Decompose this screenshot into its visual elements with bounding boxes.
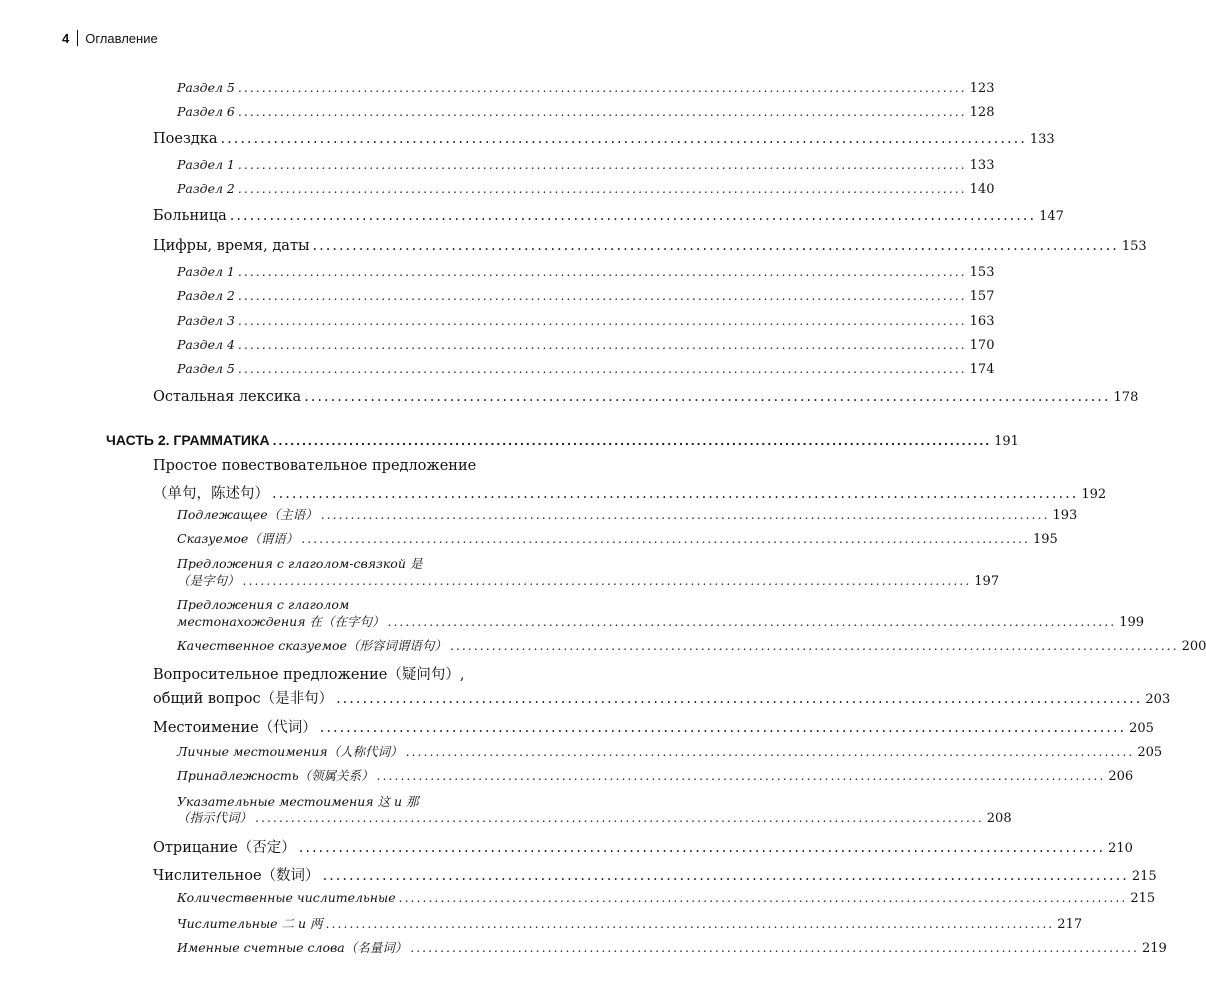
toc-entry[interactable] [0,766,1134,784]
toc-leader: .......................................................................................................................... [237,104,967,119]
toc-entry-page: 157 [969,289,995,304]
toc-entry[interactable] [0,836,1133,857]
toc-entry[interactable] [0,914,1083,932]
toc-entry[interactable] [0,742,1163,760]
toc-entry-label: Числительные 二 и 两 [177,916,323,931]
toc-leader: .......................................................................................................................... [298,840,1106,856]
toc-leader: .......................................................................................................................... [229,208,1037,224]
toc-entry-label: Раздел 2 [177,181,235,196]
toc-leader: .......................................................................................................................... [376,768,1106,783]
toc-entry[interactable] [0,864,1157,885]
toc-leader: .......................................................................................................................... [220,131,1027,147]
toc-entry[interactable] [0,181,995,197]
toc-leader: .......................................................................................................................... [304,389,1111,405]
toc-entry-page: 197 [974,574,1000,589]
toc-entry[interactable] [0,157,995,173]
toc-leader: .......................................................................................................................... [410,940,1139,955]
toc-entry-label: Именные счетные слова（名量词） [177,940,408,955]
toc-leader: .......................................................................................................................... [237,80,967,95]
toc-entry-page: 200 [1181,639,1206,654]
toc-leader: .......................................................................................................................... [237,313,967,328]
toc-leader: .......................................................................................................................... [320,507,1050,522]
toc-entry-first-line[interactable]: Предложения с глаголом [177,597,350,612]
toc-entry-first-line[interactable]: Вопросительное предложение（疑问句）, [153,667,465,683]
toc-entry-label: местонахождения 在（在字句） [177,614,385,629]
toc-entry-label: （指示代词） [177,810,253,825]
toc-entry-first-line[interactable]: Указательные местоимения 这 и 那 [177,794,419,809]
toc-entry-label: Количественные числительные [177,890,396,905]
toc-entry[interactable] [0,890,1156,906]
toc-leader: .......................................................................................................................... [312,238,1119,254]
toc-leader: .......................................................................................................................... [237,288,967,303]
toc-entry-page: 163 [969,314,995,329]
toc-leader: .......................................................................................................................... [449,638,1179,653]
toc-entry[interactable] [0,288,995,304]
toc-entry-label: Поездка [153,131,218,147]
toc-entry-label: Раздел 1 [177,264,235,279]
toc-entry-label: Остальная лексика [153,389,302,405]
page-header [62,30,158,46]
toc-leader: .......................................................................................................................... [325,916,1055,931]
toc-entry[interactable] [0,687,1171,708]
toc-leader: .......................................................................................................................... [336,691,1143,707]
toc-entry-page: 210 [1108,841,1133,856]
toc-entry[interactable] [0,808,1012,826]
toc-entry-label: Раздел 3 [177,313,235,328]
toc-entry-page: 178 [1113,390,1139,405]
toc-entry-page: 205 [1129,721,1154,736]
toc-leader: .......................................................................................................................... [319,720,1127,736]
toc-leader: .......................................................................................................................... [242,573,972,588]
toc-entry-label: Раздел 2 [177,288,235,303]
toc-leader: .......................................................................................................................... [237,337,967,352]
toc-entry-page: 193 [1052,508,1078,523]
toc-leader: .......................................................................................................................... [272,432,992,448]
toc-entry[interactable] [0,716,1154,737]
toc-leader: .......................................................................................................................... [237,181,967,196]
toc-entry[interactable] [0,389,1139,405]
toc-entry-page: 123 [969,81,995,96]
toc-entry-label: ЧАСТЬ 2. ГРАММАТИКА [106,432,270,448]
toc-entry-page: 147 [1039,209,1064,224]
toc-entry[interactable] [0,571,1000,589]
toc-leader: .......................................................................................................................... [301,531,1030,546]
toc-entry-label: Отрицание（否定） [153,840,296,856]
toc-entry-page: 192 [1081,487,1107,502]
toc-entry-page: 133 [1029,132,1055,147]
toc-entry-label: Местоимение（代词） [153,720,317,736]
toc-entry-first-line[interactable]: Предложения с глаголом-связкой 是 [177,556,423,571]
toc-entry-label: Раздел 5 [177,80,235,95]
toc-entry-label: Раздел 4 [177,337,235,352]
toc-entry-page: 153 [1121,239,1147,254]
toc-entry-label: Подлежащее（主语） [177,507,318,522]
toc-entry-page: 215 [1131,869,1157,884]
toc-entry-page: 140 [969,182,995,197]
toc-entry-label: Цифры, время, даты [153,238,310,254]
toc-entry[interactable] [0,313,995,329]
page-number: 4 [62,30,70,46]
header-divider [77,30,78,46]
header-title: Оглавление [85,30,158,46]
toc-entry-page: 203 [1145,692,1171,707]
toc-part-heading[interactable] [0,432,1019,449]
toc-leader: .......................................................................................................................... [387,614,1117,629]
toc-entry-label: Сказуемое（谓语） [177,531,299,546]
toc-entry[interactable] [0,104,995,120]
toc-entry[interactable] [0,529,1058,547]
toc-entry-page: 205 [1137,745,1163,760]
toc-entry-page: 206 [1108,769,1134,784]
toc-entry-page: 191 [994,434,1019,449]
toc-entry[interactable] [0,505,1078,523]
toc-leader: .......................................................................................................................... [237,157,967,172]
toc-entry-page: 208 [986,811,1012,826]
toc-entry[interactable] [0,238,1147,254]
toc-entry-label: общий вопрос（是非句） [153,691,334,707]
toc-entry-label: Больница [153,208,227,224]
toc-entry[interactable] [0,80,995,96]
toc-entry-label: Качественное сказуемое（形容词谓语句） [177,638,447,653]
toc-leader: .......................................................................................................................... [398,890,1128,905]
toc-entry-page: 128 [969,105,995,120]
toc-entry-page: 215 [1130,891,1156,906]
toc-leader: .......................................................................................................................... [237,264,967,279]
toc-entry-page: 153 [969,265,995,280]
toc-entry-label: Раздел 6 [177,104,235,119]
toc-entry[interactable] [0,264,995,280]
toc-entry[interactable] [0,131,1055,147]
toc-entry-label: （单句，陈述句） [153,486,269,502]
toc-leader: .......................................................................................................................... [405,744,1135,759]
toc-entry-label: Принадлежность（领属关系） [177,768,374,783]
toc-entry-page: 199 [1119,615,1145,630]
toc-leader: .......................................................................................................................... [237,361,967,376]
toc-entry-label: Личные местоимения（人称代词） [177,744,403,759]
toc-entry-page: 219 [1141,941,1167,956]
toc-entry-label: Раздел 5 [177,361,235,376]
toc-entry-page: 195 [1033,532,1058,547]
toc-entry-page: 170 [969,338,995,353]
toc-entry-page: 174 [969,362,995,377]
toc-entry[interactable] [0,636,1206,654]
toc-entry[interactable] [0,938,1167,956]
toc-entry[interactable] [0,612,1145,630]
toc-entry-label: （是字句） [177,573,240,588]
toc-leader: .......................................................................................................................... [272,486,1079,502]
toc-entry[interactable] [0,361,995,377]
toc-entry-first-line[interactable]: Простое повествовательное предложение [153,458,477,474]
toc-leader: .......................................................................................................................... [322,868,1129,884]
toc-entry-label: Раздел 1 [177,157,235,172]
toc-entry[interactable] [0,337,995,353]
toc-entry-page: 217 [1057,917,1083,932]
toc-entry-label: Числительное（数词） [153,868,320,884]
toc-entry[interactable] [0,482,1107,503]
toc-entry-page: 133 [969,158,995,173]
toc-entry[interactable] [0,208,1064,224]
toc-leader: .......................................................................................................................... [255,810,984,825]
